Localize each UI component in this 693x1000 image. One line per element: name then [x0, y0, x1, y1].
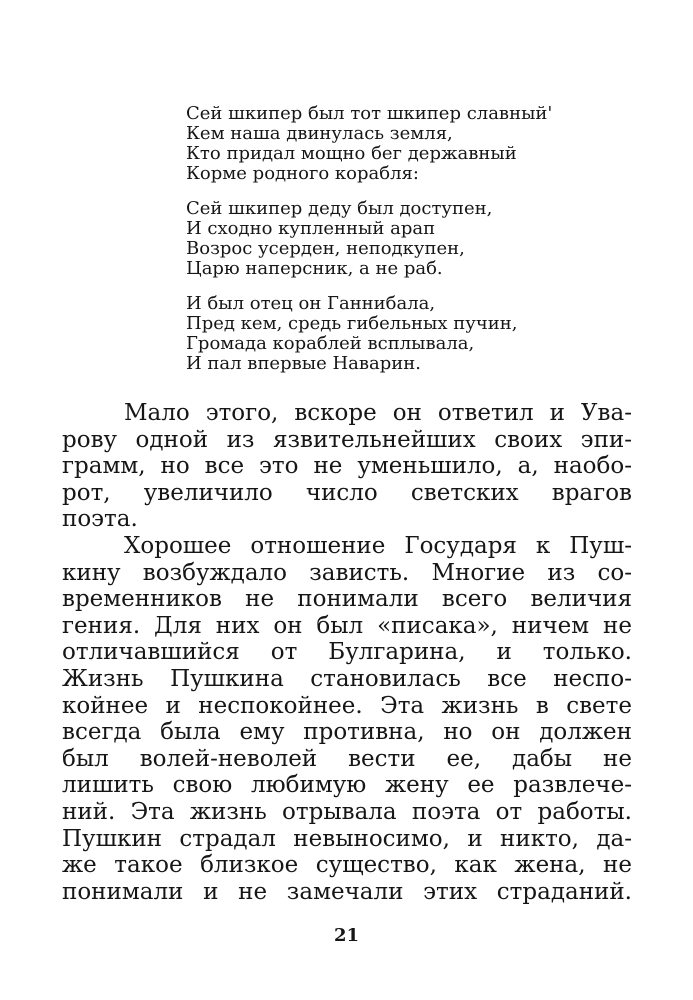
poem-block — [186, 104, 626, 374]
text-line: отличавшийся от Булгарина, и только. — [62, 639, 632, 666]
poem-verse: Сей шкипер был тот шкипер славный' — [186, 103, 553, 124]
poem-verse: И пал впервые Наварин. — [186, 353, 421, 374]
poem-verse: Корме родного корабля: — [186, 163, 419, 184]
poem-verse: И был отец он Ганнибала, — [186, 293, 436, 314]
text-line: понимали и не замечали этих страданий. — [62, 878, 632, 905]
text-line: гения. Для них он был «писака», ничем не — [62, 612, 632, 639]
poem-stanza-2 — [186, 199, 626, 279]
text-line: лишить свою любимую жену ее развлече- — [62, 772, 632, 799]
text-line: ний. Эта жизнь отрывала поэта от работы. — [62, 798, 632, 825]
poem-verse: Возрос усерден, неподкупен, — [186, 238, 465, 259]
text-line: был волей-неволей вести ее, дабы не — [62, 745, 632, 772]
page-number: 21 — [333, 925, 360, 946]
text-line: Пушкин страдал невыносимо, и никто, да- — [62, 825, 632, 852]
text-line: грамм, но все это не уменьшило, а, наобо- — [62, 453, 632, 480]
paragraph-2 — [62, 533, 632, 905]
text-line: же такое близкое существо, как жена, не — [62, 852, 632, 879]
text-line: койнее и неспокойнее. Эта жизнь в свете — [62, 692, 632, 719]
poem-stanza-3 — [186, 294, 626, 374]
text-line: временников не понимали всего величия — [62, 586, 632, 613]
text-line: поэта. — [62, 506, 138, 533]
text-line: рот, увеличило число светских врагов — [62, 479, 632, 506]
poem-verse: Кем наша двинулась земля, — [186, 123, 453, 144]
poem-stanza-1 — [186, 104, 626, 184]
text-line: Хорошее отношение Государя к Пуш- — [124, 532, 632, 559]
poem-verse: Царю наперсник, а не раб. — [186, 258, 443, 279]
text-line: Мало этого, вскоре он ответил и Ува- — [124, 400, 632, 426]
text-line: кину возбуждало зависть. Многие из со- — [62, 559, 632, 586]
prose-block — [62, 400, 632, 905]
paragraph-1 — [62, 400, 632, 533]
poem-verse: Кто придал мощно бег державный — [186, 143, 517, 164]
text-line: Жизнь Пушкина становилась все неспо- — [62, 665, 632, 692]
poem-verse: И сходно купленный арап — [186, 218, 436, 239]
poem-verse: Громада кораблей всплывала, — [186, 333, 475, 354]
poem-verse: Пред кем, средь гибельных пучин, — [186, 313, 518, 334]
text-line: всегда была ему противна, но он должен — [62, 719, 632, 746]
text-line: рову одной из язвительнейших своих эпи- — [62, 426, 632, 453]
poem-verse: Сей шкипер деду был доступен, — [186, 198, 493, 219]
